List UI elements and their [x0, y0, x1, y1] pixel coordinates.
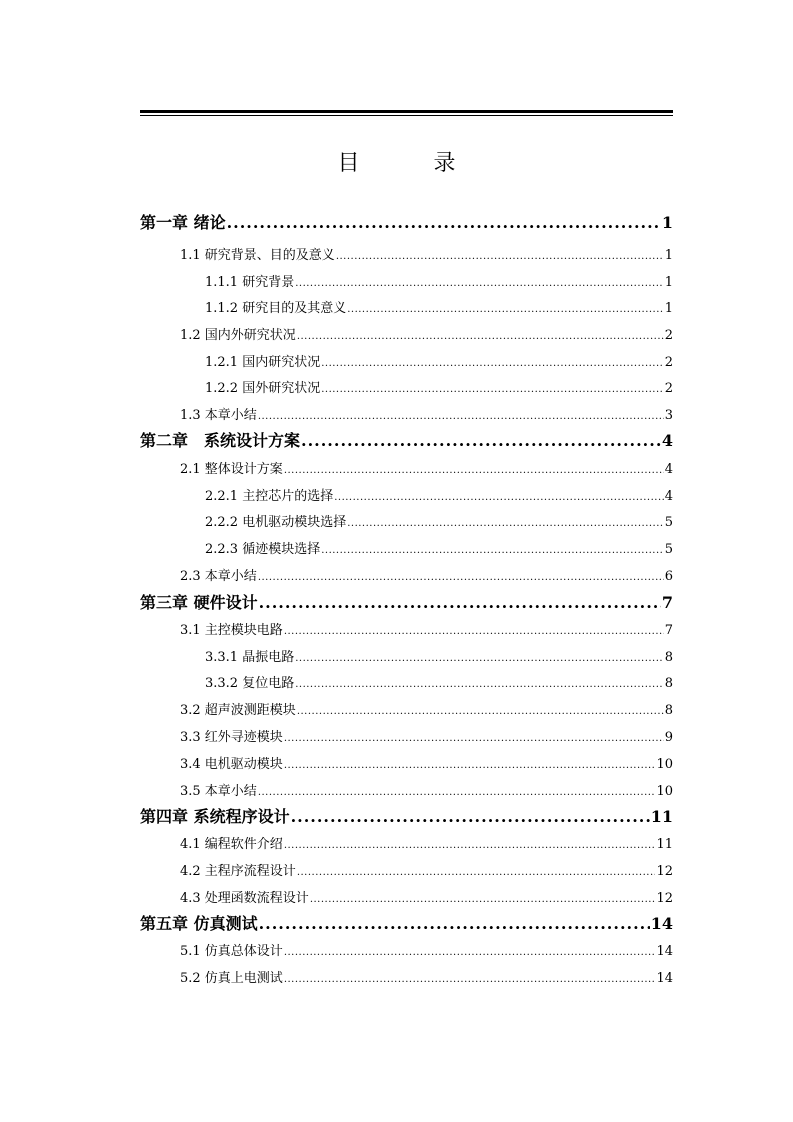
toc-entry-chapter[interactable] [140, 428, 673, 451]
toc-entry-page: 2 [664, 355, 673, 370]
toc-entry-page: 4 [664, 462, 673, 477]
toc-entry-label: 3.4 电机驱动模块 [180, 757, 283, 772]
toc-entry-page: 7 [664, 623, 673, 638]
toc-entry-section[interactable] [180, 324, 673, 343]
dot-leader [284, 760, 656, 771]
toc-entry-label: 3.3.2 复位电路 [205, 676, 295, 691]
toc-entry-label: 3.5 本章小结 [180, 784, 257, 799]
toc-entry-page: 8 [664, 676, 673, 691]
toc-entry-label: 1.2 国内外研究状况 [180, 328, 296, 343]
toc-entry-page: 2 [664, 328, 673, 343]
dot-leader [321, 545, 664, 556]
dot-leader [259, 593, 661, 612]
toc-entry-page: 1 [664, 301, 673, 316]
dot-leader [347, 304, 664, 315]
dot-leader [291, 807, 650, 826]
toc-entry-label: 4.3 处理函数流程设计 [180, 891, 309, 906]
toc-entry-subsection[interactable] [205, 646, 673, 665]
toc-entry-label: 1.1 研究背景、目的及意义 [180, 248, 335, 263]
dot-leader [295, 653, 664, 664]
toc-entry-subsection[interactable] [205, 538, 673, 557]
toc-entry-label: 第二章 系统设计方案 [140, 431, 301, 450]
toc-entry-chapter[interactable] [140, 804, 673, 827]
toc-entry-page: 1 [664, 248, 673, 263]
toc-entry-subsection[interactable] [205, 511, 673, 530]
toc-entry-label: 3.3.1 晶振电路 [205, 650, 295, 665]
toc-entry-page: 14 [656, 971, 673, 986]
toc-entry-label: 1.2.1 国内研究状况 [205, 355, 321, 370]
toc-entry-page: 3 [664, 408, 673, 423]
toc-entry-page: 11 [656, 837, 673, 852]
dot-leader [284, 947, 656, 958]
toc-entry-section[interactable] [180, 726, 673, 745]
dot-leader [284, 974, 656, 985]
toc-entry-subsection[interactable] [205, 672, 673, 691]
dot-leader [347, 518, 664, 529]
toc-entry-section[interactable] [180, 887, 673, 906]
dot-leader [297, 706, 664, 717]
toc-entry-chapter[interactable] [140, 911, 673, 934]
toc-entry-chapter[interactable] [140, 590, 673, 613]
toc-entry-label: 4.2 主程序流程设计 [180, 864, 296, 879]
toc-entry-label: 2.3 本章小结 [180, 569, 257, 584]
toc-entry-section[interactable] [180, 244, 673, 263]
dot-leader [258, 411, 664, 422]
dot-leader [295, 278, 664, 289]
toc-entry-label: 2.2.1 主控芯片的选择 [205, 489, 334, 504]
toc-entry-page: 6 [664, 569, 673, 584]
toc-entry-section[interactable] [180, 404, 673, 423]
toc-entry-page: 12 [656, 891, 673, 906]
toc-entry-page: 1 [664, 275, 673, 290]
toc-entry-section[interactable] [180, 860, 673, 879]
toc-entry-page: 1 [661, 213, 673, 232]
dot-leader [284, 626, 664, 637]
toc-entry-label: 2.1 整体设计方案 [180, 462, 283, 477]
toc-entry-subsection[interactable] [205, 351, 673, 370]
toc-entry-page: 5 [664, 515, 673, 530]
toc-entry-page: 4 [661, 431, 673, 450]
dot-leader [284, 840, 656, 851]
dot-leader [258, 787, 656, 798]
header-rule-thick [140, 110, 673, 113]
toc-entry-page: 2 [664, 381, 673, 396]
toc-title: 目 录 [337, 151, 482, 176]
dot-leader [321, 358, 664, 369]
dot-leader [258, 572, 664, 583]
toc-entry-label: 第一章 绪论 [140, 213, 226, 232]
toc-entry-label: 1.1.1 研究背景 [205, 275, 295, 290]
toc-entry-page: 9 [664, 730, 673, 745]
toc-entry-page: 12 [656, 864, 673, 879]
toc-entry-section[interactable] [180, 458, 673, 477]
dot-leader [334, 492, 664, 503]
toc-entry-label: 1.2.2 国外研究状况 [205, 381, 321, 396]
toc-entry-label: 4.1 编程软件介绍 [180, 837, 283, 852]
toc-entry-label: 3.2 超声波测距模块 [180, 703, 296, 718]
dot-leader [310, 894, 656, 905]
toc-entry-section[interactable] [180, 780, 673, 799]
toc-entry-page: 14 [656, 944, 673, 959]
toc-entry-page: 4 [664, 489, 673, 504]
toc-entry-subsection[interactable] [205, 271, 673, 290]
toc-entry-label: 3.3 红外寻迹模块 [180, 730, 283, 745]
toc-entry-page: 10 [656, 784, 673, 799]
toc-entry-section[interactable] [180, 940, 673, 959]
toc-entry-label: 第四章 系统程序设计 [140, 807, 290, 826]
toc-entry-page: 7 [661, 593, 673, 612]
toc-entry-subsection[interactable] [205, 377, 673, 396]
toc-entry-label: 第五章 仿真测试 [140, 914, 258, 933]
toc-entry-label: 1.3 本章小结 [180, 408, 257, 423]
toc-entry-label: 5.1 仿真总体设计 [180, 944, 283, 959]
dot-leader [259, 914, 650, 933]
dot-leader [297, 331, 664, 342]
toc-entry-label: 2.2.3 循迹模块选择 [205, 542, 321, 557]
toc-entry-label: 2.2.2 电机驱动模块选择 [205, 515, 347, 530]
toc-entry-section[interactable] [180, 565, 673, 584]
toc-entry-chapter[interactable] [140, 210, 673, 233]
toc-entry-section[interactable] [180, 619, 673, 638]
dot-leader [284, 465, 664, 476]
dot-leader [336, 251, 664, 262]
toc-entry-label: 1.1.2 研究目的及其意义 [205, 301, 347, 316]
toc-entry-label: 第三章 硬件设计 [140, 593, 258, 612]
dot-leader [321, 384, 664, 395]
toc-entry-subsection[interactable] [205, 297, 673, 316]
toc-entry-label: 5.2 仿真上电测试 [180, 971, 283, 986]
toc-entry-label: 3.1 主控模块电路 [180, 623, 283, 638]
dot-leader [227, 213, 661, 232]
toc-entry-page: 8 [664, 703, 673, 718]
header-rule-thin [140, 115, 673, 116]
dot-leader [297, 867, 656, 878]
dot-leader [284, 733, 664, 744]
toc-entry-page: 11 [650, 807, 673, 826]
toc-entry-section[interactable] [180, 833, 673, 852]
toc-entry-section[interactable] [180, 699, 673, 718]
toc-entry-section[interactable] [180, 753, 673, 772]
toc-entry-section[interactable] [180, 967, 673, 986]
toc-entry-page: 5 [664, 542, 673, 557]
toc-entry-page: 8 [664, 650, 673, 665]
toc-entry-subsection[interactable] [205, 485, 673, 504]
toc-entry-page: 10 [656, 757, 673, 772]
dot-leader [301, 431, 661, 450]
toc-entry-page: 14 [650, 914, 673, 933]
dot-leader [295, 679, 664, 690]
